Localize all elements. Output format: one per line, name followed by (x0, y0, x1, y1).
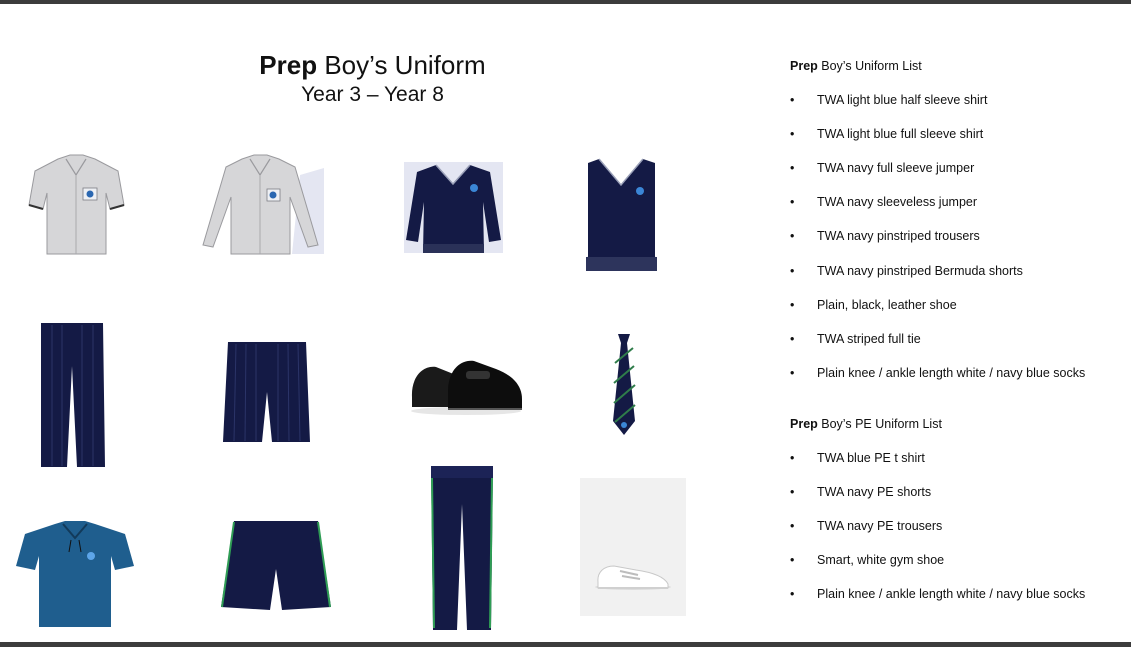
pinstriped-bermuda-shorts-image (222, 340, 312, 444)
black-leather-shoes-image (408, 355, 525, 417)
blue-pe-tshirt-image (15, 520, 135, 628)
uniform-list-heading: Prep Boy’s Uniform List (790, 59, 922, 73)
striped-tie-image (612, 333, 636, 436)
white-gym-shoe-image (580, 478, 686, 616)
pe-list-heading: Prep Boy’s PE Uniform List (790, 417, 942, 431)
top-border (0, 0, 1131, 4)
navy-full-sleeve-jumper-image (404, 162, 503, 253)
navy-pe-shorts-image (220, 519, 332, 611)
navy-pe-trousers-image (427, 464, 497, 632)
navy-sleeveless-jumper-image (585, 157, 658, 272)
half-sleeve-shirt-image (28, 153, 125, 256)
page-title: Prep Boy’s Uniform (259, 50, 486, 80)
bottom-border (0, 642, 1131, 647)
page-subtitle: Year 3 – Year 8 (301, 83, 444, 106)
full-sleeve-shirt-image (200, 153, 326, 256)
pinstriped-trousers-image (37, 321, 107, 468)
